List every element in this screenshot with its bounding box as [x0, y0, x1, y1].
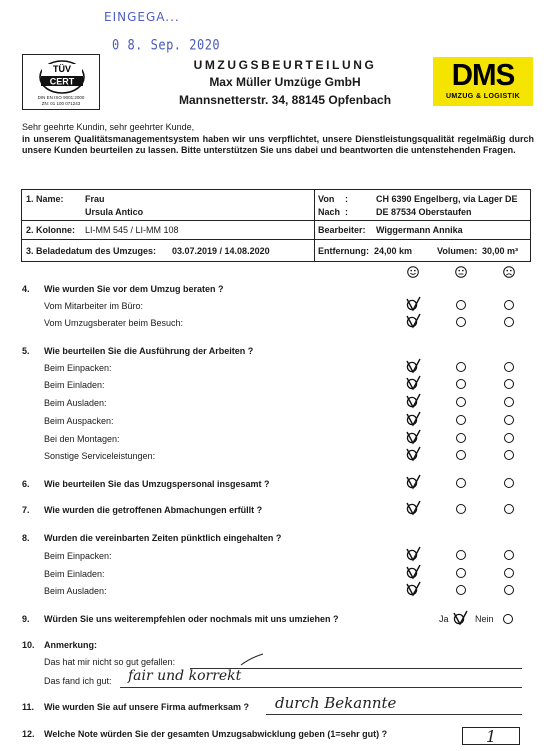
q12-number: 12.: [22, 729, 35, 739]
received-stamp: EINGEGA...: [104, 10, 180, 24]
date-stamp: 0 8. Sep. 2020: [112, 36, 221, 54]
q8-number: 8.: [22, 533, 30, 543]
q12-text: Welche Note würden Sie der gesamten Umzugsabwicklung geben (1=sehr gut) ?: [44, 729, 388, 739]
q5-text: Wie beurteilen Sie die Ausführung der Arbeiten ?: [44, 346, 254, 356]
rating-checked-q5-montagen[interactable]: [405, 429, 419, 443]
rating-option-q6-bad[interactable]: [504, 478, 514, 488]
rating-checked-q5-ausladen[interactable]: [405, 393, 419, 407]
entfernung-value: 24,00 km: [374, 246, 413, 256]
nach-label: Nach: [318, 207, 341, 217]
von-label: Von: [318, 194, 335, 204]
entfernung-label: Entfernung:: [318, 246, 369, 256]
rating-option-q5-montagen-neutral[interactable]: [456, 433, 466, 443]
rating-option-q4-buero-neutral[interactable]: [456, 300, 466, 310]
q9-ja-label: Ja: [439, 614, 449, 624]
name-label: 1. Name:: [26, 194, 64, 204]
rating-option-q5-einpacken-bad[interactable]: [504, 362, 514, 372]
rating-option-q8-ausladen-bad[interactable]: [504, 585, 514, 595]
intro-text: [22, 122, 534, 157]
rating-option-q8-einpacken-bad[interactable]: [504, 550, 514, 560]
rating-checked-q6[interactable]: [405, 474, 419, 488]
rating-option-q7-bad[interactable]: [504, 504, 514, 514]
rating-option-q5-ausladen-neutral[interactable]: [456, 397, 466, 407]
rating-option-q6-neutral[interactable]: [456, 478, 466, 488]
q6-text: Wie beurteilen Sie das Umzugspersonal insgesamt ?: [44, 479, 270, 489]
rating-option-q5-einpacken-neutral[interactable]: [456, 362, 466, 372]
form-title: UMZUGSBEURTEILUNG: [193, 58, 377, 72]
q11-answer: durch Bekannte: [275, 694, 397, 712]
customer-info-table: [21, 189, 531, 262]
q11-number: 11.: [22, 702, 35, 712]
q5-sub-einladen: Beim Einladen:: [44, 380, 105, 390]
q11-line: [266, 714, 522, 715]
q7-number: 7.: [22, 505, 30, 515]
nach-colon: :: [345, 207, 348, 217]
q8-sub-einpacken: Beim Einpacken:: [44, 551, 112, 561]
bearbeiter-value: Wiggermann Annika: [376, 225, 463, 235]
q5-sub-ausladen: Beim Ausladen:: [44, 398, 107, 408]
rating-checked-q5-einpacken[interactable]: [405, 358, 419, 372]
rating-option-q4-besuch-bad[interactable]: [504, 317, 514, 327]
beladedatum-label: 3. Beladedatum des Umzuges:: [26, 246, 157, 256]
company-address: Mannsnetterstr. 34, 88145 Opfenbach: [178, 93, 392, 107]
rating-option-q5-service-neutral[interactable]: [456, 450, 466, 460]
rating-checked-q5-auspacken[interactable]: [405, 411, 419, 425]
von-value: CH 6390 Engelberg, via Lager DE: [376, 194, 518, 204]
q10-number: 10.: [22, 640, 35, 650]
svg-text:CERT: CERT: [49, 76, 75, 87]
rating-option-q5-service-bad[interactable]: [504, 450, 514, 460]
beladedatum-value: 03.07.2019 / 14.08.2020: [172, 246, 270, 256]
rating-option-q5-einladen-bad[interactable]: [504, 379, 514, 389]
q10-good-label: Das fand ich gut:: [44, 676, 112, 686]
tuv-cert-seal: [22, 54, 100, 110]
q4-sub-buero: Vom Mitarbeiter im Büro:: [44, 301, 144, 311]
q9-ja-checked[interactable]: [452, 610, 466, 624]
q4-sub-besuch: Vom Umzugsberater beim Besuch:: [44, 318, 184, 328]
rating-option-q5-auspacken-neutral[interactable]: [456, 415, 466, 425]
dms-logo: [433, 57, 533, 106]
happy-face-icon: [407, 266, 419, 278]
rating-option-q8-einladen-bad[interactable]: [504, 568, 514, 578]
q5-number: 5.: [22, 346, 30, 356]
rating-option-q4-besuch-neutral[interactable]: [456, 317, 466, 327]
tuv-iso-line: DIN EN ISO 9001:2000: [37, 95, 85, 100]
q7-text: Wie wurden die getroffenen Abmachungen erfüllt ?: [44, 505, 263, 515]
q9-text: Würden Sie uns weiterempfehlen oder nochmals mit uns umziehen ?: [44, 614, 339, 624]
rating-option-q5-auspacken-bad[interactable]: [504, 415, 514, 425]
rating-option-q5-montagen-bad[interactable]: [504, 433, 514, 443]
bearbeiter-label: Bearbeiter:: [318, 225, 366, 235]
rating-option-q4-buero-bad[interactable]: [504, 300, 514, 310]
rating-checked-q7[interactable]: [405, 500, 419, 514]
q11-text: Wie wurden Sie auf unsere Firma aufmerksam ?: [44, 702, 249, 712]
svg-text:TÜV: TÜV: [53, 64, 71, 74]
q10-stroke-mark: [240, 653, 264, 667]
sad-face-icon: [503, 266, 515, 278]
rating-option-q8-ausladen-neutral[interactable]: [456, 585, 466, 595]
q10-text: Anmerkung:: [44, 640, 98, 650]
q8-sub-einladen: Beim Einladen:: [44, 569, 105, 579]
nach-value: DE 87534 Oberstaufen: [376, 207, 472, 217]
q6-number: 6.: [22, 479, 30, 489]
rating-option-q5-einladen-neutral[interactable]: [456, 379, 466, 389]
dms-logo-small: UMZUG & LOGISTIK: [445, 93, 521, 100]
q12-answer: 1: [486, 727, 497, 746]
rating-option-q7-neutral[interactable]: [456, 504, 466, 514]
rating-checked-q4-buero[interactable]: [405, 296, 419, 310]
neutral-face-icon: [455, 266, 467, 278]
rating-checked-q5-einladen[interactable]: [405, 375, 419, 389]
dms-logo-big: DMS: [451, 57, 515, 92]
kolonne-label: 2. Kolonne:: [26, 225, 75, 235]
q10-good-answer: fair und korrekt: [128, 668, 242, 684]
q8-text: Wurden die vereinbarten Zeiten pünktlich eingehalten ?: [44, 533, 282, 543]
q4-text: Wie wurden Sie vor dem Umzug beraten ?: [44, 284, 224, 294]
q9-nein-label: Nein: [475, 614, 494, 624]
intro-body: in unserem Qualitätsmanagementsystem haben wir uns verpflichtet, unsere Dienstleistungsqualität regelmäßig durch unsere Kunden beurteilen zu lassen. Bitte unterstützen Sie uns dabei und beantworten die untenstehenden Fragen.: [22, 133, 534, 155]
name-salutation: Frau: [85, 194, 105, 204]
company-name: Max Müller Umzüge GmbH: [209, 75, 361, 89]
q10-good-line: [120, 687, 522, 688]
q4-number: 4.: [22, 284, 30, 294]
q9-number: 9.: [22, 614, 30, 624]
rating-checked-q8-ausladen[interactable]: [405, 581, 419, 595]
q5-sub-montagen: Bei den Montagen:: [44, 434, 120, 444]
rating-checked-q8-einladen[interactable]: [405, 564, 419, 578]
q5-sub-einpacken: Beim Einpacken:: [44, 363, 112, 373]
rating-checked-q8-einpacken[interactable]: [405, 546, 419, 560]
kolonne-value: LI-MM 545 / LI-MM 108: [85, 225, 179, 235]
q9-nein-option[interactable]: [503, 614, 513, 624]
intro-greeting: Sehr geehrte Kundin, sehr geehrter Kunde,: [22, 122, 195, 132]
tuv-zn-line: ZN: 01 100 071243: [41, 101, 81, 106]
rating-checked-q5-service[interactable]: [405, 446, 419, 460]
rating-option-q8-einladen-neutral[interactable]: [456, 568, 466, 578]
rating-checked-q4-besuch[interactable]: [405, 313, 419, 327]
name-value: Ursula Antico: [85, 207, 144, 217]
rating-option-q5-ausladen-bad[interactable]: [504, 397, 514, 407]
q5-sub-service: Sonstige Serviceleistungen:: [44, 451, 156, 461]
volumen-label: Volumen:: [437, 246, 478, 256]
von-colon: :: [345, 194, 348, 204]
q5-sub-auspacken: Beim Auspacken:: [44, 416, 114, 426]
volumen-value: 30,00 m³: [482, 246, 519, 256]
q10-bad-label: Das hat mir nicht so gut gefallen:: [44, 657, 176, 667]
rating-option-q8-einpacken-neutral[interactable]: [456, 550, 466, 560]
q8-sub-ausladen: Beim Ausladen:: [44, 586, 107, 596]
